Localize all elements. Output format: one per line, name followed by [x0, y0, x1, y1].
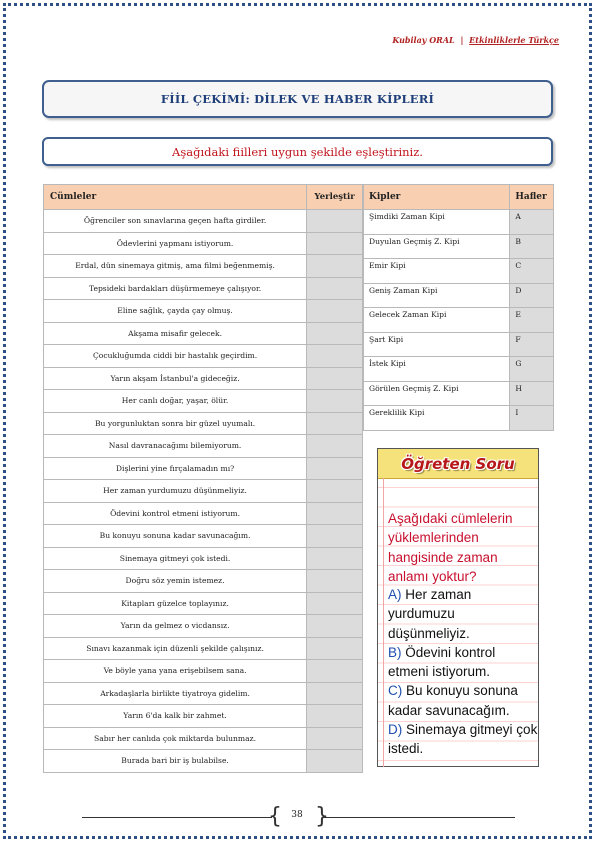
letter-cell: B [510, 234, 554, 259]
sentences-table [43, 184, 363, 773]
sentence-cell: Erdal, dün sinemaya gitmiş, ama filmi beğenmemiş. [44, 255, 307, 278]
moods-table [363, 184, 554, 431]
mood-cell: Geniş Zaman Kipi [364, 283, 510, 308]
sentence-row [44, 345, 363, 368]
footer-rule-right [323, 817, 515, 818]
answer-slot[interactable] [307, 232, 363, 255]
answer-slot[interactable] [307, 727, 363, 750]
sentence-row [44, 457, 363, 480]
mood-cell: Gereklilik Kipi [364, 406, 510, 431]
notebook-margin-line [383, 478, 384, 767]
sentence-cell: Sınavı kazanmak için düzenli şekilde çalışınız. [44, 637, 307, 660]
mood-cell: İstek Kipi [364, 357, 510, 382]
sentence-cell: Burada bari bir iş bulabilse. [44, 750, 307, 773]
sentence-cell: Sabır her canlıda çok miktarda bulunmaz. [44, 727, 307, 750]
sentence-cell: Yarın da gelmez o vicdansız. [44, 615, 307, 638]
footer-brace-right: } [315, 804, 329, 829]
answer-slot[interactable] [307, 390, 363, 413]
sentence-cell: Çocukluğumda ciddi bir hastalık geçirdim. [44, 345, 307, 368]
sentence-row [44, 210, 363, 233]
letter-cell: G [510, 357, 554, 382]
sentence-row [44, 412, 363, 435]
sentence-cell: Nasıl davranacağımı bilemiyorum. [44, 435, 307, 458]
sentence-row [44, 615, 363, 638]
sentence-row [44, 322, 363, 345]
option-letter: C) [388, 683, 403, 699]
letter-cell: C [510, 259, 554, 284]
question-text: Aşağıdaki cümlelerin yüklemlerinden hangisinde zaman anlamı yoktur? [388, 511, 513, 584]
sentence-row [44, 660, 363, 683]
sentence-row [44, 592, 363, 615]
sentence-row [44, 390, 363, 413]
sentence-cell: Eline sağlık, çayda çay olmuş. [44, 300, 307, 323]
letter-cell: D [510, 283, 554, 308]
letter-cell: I [510, 406, 554, 431]
answer-option[interactable] [388, 681, 538, 720]
sentence-row [44, 637, 363, 660]
sentence-row [44, 300, 363, 323]
mood-row [364, 283, 554, 308]
sentence-row [44, 277, 363, 300]
sentence-cell: Arkadaşlarla birlikte tiyatroya gidelim. [44, 682, 307, 705]
sentences-table-body [44, 210, 363, 773]
option-text: Ödevini kontrol etmeni istiyorum. [388, 644, 496, 680]
moods-table-body [364, 210, 554, 431]
letter-cell: H [510, 381, 554, 406]
answer-option[interactable] [388, 643, 538, 682]
answer-slot[interactable] [307, 412, 363, 435]
sentence-row [44, 502, 363, 525]
answer-slot[interactable] [307, 502, 363, 525]
sentence-row [44, 682, 363, 705]
worksheet-title: FİİL ÇEKİMİ: DİLEK VE HABER KİPLERİ [42, 80, 553, 118]
sentence-cell: Sinemaya gitmeyi çok istedi. [44, 547, 307, 570]
answer-option[interactable] [388, 720, 538, 759]
answer-slot[interactable] [307, 547, 363, 570]
letter-cell: A [510, 210, 554, 235]
option-text: Sinemaya gitmeyi çok istedi. [388, 722, 538, 757]
moods-column-header: Kipler [364, 185, 510, 210]
option-letter: A) [388, 587, 402, 602]
sentence-cell: Yarın 6'da kalk bir zahmet. [44, 705, 307, 728]
mood-row [364, 357, 554, 382]
series-name: Etkinliklerle Türkçe [469, 35, 559, 45]
answer-slot[interactable] [307, 525, 363, 548]
mood-row [364, 381, 554, 406]
sentence-cell: Öğrenciler son sınavlarına geçen hafta girdiler. [44, 210, 307, 233]
mood-cell: Şart Kipi [364, 332, 510, 357]
header-separator: | [460, 35, 464, 45]
question-banner [378, 449, 538, 479]
mood-row [364, 259, 554, 284]
sentence-cell: Dişlerini yine fırçalamadın mı? [44, 457, 307, 480]
mood-row [364, 332, 554, 357]
answer-slot[interactable] [307, 615, 363, 638]
sentence-cell: Ve böyle yana yana erişebilsem sana. [44, 660, 307, 683]
place-column-header: Yerleştir [307, 185, 363, 210]
answer-slot[interactable] [307, 570, 363, 593]
answer-slot[interactable] [307, 210, 363, 233]
sentence-cell: Ödevlerini yapmanı istiyorum. [44, 232, 307, 255]
sentence-row [44, 547, 363, 570]
sentences-column-header: Cümleler [44, 185, 307, 210]
sentence-cell: Bu konuyu sonuna kadar savunacağım. [44, 525, 307, 548]
sentence-row [44, 232, 363, 255]
mood-row [364, 308, 554, 333]
footer-brace-left: { [268, 804, 282, 829]
letter-cell: F [510, 332, 554, 357]
option-text: Her zaman yurdumuzu düşünmeliyiz. [388, 587, 472, 641]
sentence-cell: Kitapları güzelce toplayınız. [44, 592, 307, 615]
sentence-cell: Tepsideki bardakları düşürmemeye çalışıyor. [44, 277, 307, 300]
question-banner-title: Öğreten Soru [401, 454, 515, 473]
answer-slot[interactable] [307, 682, 363, 705]
mood-row [364, 406, 554, 431]
answer-slot[interactable] [307, 435, 363, 458]
mood-row [364, 210, 554, 235]
sentence-row [44, 727, 363, 750]
mood-row [364, 234, 554, 259]
mood-cell: Emir Kipi [364, 259, 510, 284]
option-letter: B) [388, 644, 402, 660]
mood-cell: Gelecek Zaman Kipi [364, 308, 510, 333]
sentence-cell: Her zaman yurdumuzu düşünmeliyiz. [44, 480, 307, 503]
sentence-row [44, 525, 363, 548]
option-letter: D) [388, 722, 403, 738]
letter-cell: E [510, 308, 554, 333]
footer-rule-left [82, 817, 272, 818]
answer-slot[interactable] [307, 480, 363, 503]
answer-options [388, 585, 538, 759]
answer-slot[interactable] [307, 637, 363, 660]
sentence-row [44, 435, 363, 458]
sentences-table-header [44, 185, 363, 210]
sentence-cell: Bu yorgunluktan sonra bir güzel uyumalı. [44, 412, 307, 435]
page-header-brand [392, 35, 559, 45]
answer-slot[interactable] [307, 277, 363, 300]
answer-slot[interactable] [307, 592, 363, 615]
question-box [377, 448, 539, 767]
instruction-banner: Aşağıdaki fiilleri uygun şekilde eşleştiriniz. [42, 137, 553, 166]
sentence-row [44, 255, 363, 278]
letters-column-header: Hafler [510, 185, 554, 210]
mood-cell: Duyulan Geçmiş Z. Kipi [364, 234, 510, 259]
sentence-cell: Akşama misafir gelecek. [44, 322, 307, 345]
answer-slot[interactable] [307, 367, 363, 390]
answer-option[interactable] [388, 585, 538, 643]
sentence-row [44, 367, 363, 390]
sentence-cell: Yarın akşam İstanbul'a gideceğiz. [44, 367, 307, 390]
author-name: Kubilay ORAL [392, 35, 455, 45]
answer-slot[interactable] [307, 345, 363, 368]
sentence-row [44, 705, 363, 728]
sentence-row [44, 480, 363, 503]
mood-cell: Şimdiki Zaman Kipi [364, 210, 510, 235]
page-number: 38 [291, 810, 303, 820]
answer-slot[interactable] [307, 660, 363, 683]
answer-slot[interactable] [307, 705, 363, 728]
sentence-cell: Her canlı doğar, yaşar, ölür. [44, 390, 307, 413]
moods-table-header [364, 185, 554, 210]
answer-slot[interactable] [307, 457, 363, 480]
mood-cell: Görülen Geçmiş Z. Kipi [364, 381, 510, 406]
answer-slot[interactable] [307, 750, 363, 773]
sentence-cell: Ödevini kontrol etmeni istiyorum. [44, 502, 307, 525]
sentence-cell: Doğru söz yemin istemez. [44, 570, 307, 593]
answer-slot[interactable] [307, 300, 363, 323]
sentence-row [44, 570, 363, 593]
option-text: Bu konuyu sonuna kadar savunacağım. [388, 683, 518, 718]
answer-slot[interactable] [307, 322, 363, 345]
answer-slot[interactable] [307, 255, 363, 278]
sentence-row [44, 750, 363, 773]
